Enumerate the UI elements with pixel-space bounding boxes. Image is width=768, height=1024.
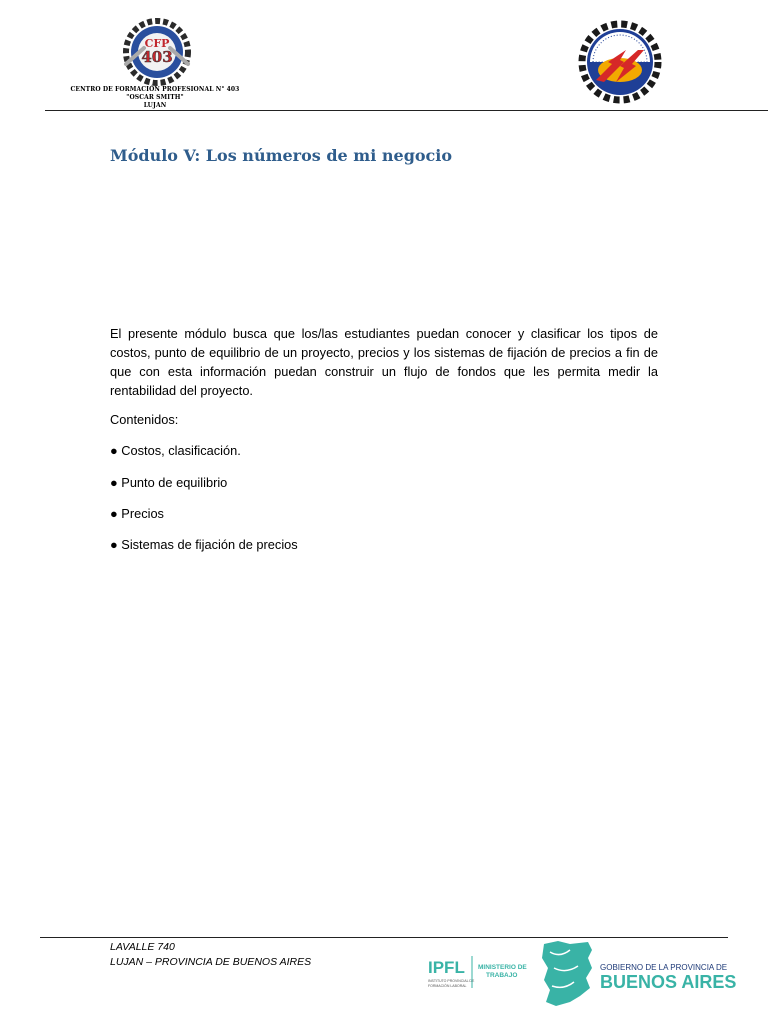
footer-address-city: LUJAN – PROVINCIA DE BUENOS AIRES: [110, 956, 312, 968]
contents-heading: Contenidos:: [110, 412, 179, 427]
cfp-403-logo: [118, 18, 196, 86]
footer-address: [110, 940, 311, 970]
ipfl-subtitle: FORMACIÓN LABORAL: [428, 984, 467, 988]
government-line: GOBIERNO DE LA PROVINCIA DE: [600, 963, 728, 972]
footer-institution-logos: [420, 938, 738, 1010]
ipfl-logo-text: IPFL: [428, 958, 465, 977]
ministry-text: TRABAJO: [486, 972, 518, 979]
cfp-caption-line: CENTRO DE FORMACIÓN PROFESIONAL N° 403: [70, 86, 240, 93]
cfp-logo-number: 403: [141, 48, 173, 66]
province-map-icon: [542, 941, 592, 1006]
cfp-caption-line: LUJAN: [143, 102, 167, 109]
intro-paragraph: El presente módulo busca que los/las estudiantes puedan conocer y clasificar los tipos de costos, punto de equilibrio de un proyecto, precios y los sistemas de fijación de precios a fin de que con esta información puedan construir un flujo de fondos que les permita medir la rentabilidad del proyecto.: [110, 326, 658, 398]
contents-bullet-item: ● Sistemas de fijación de precios: [110, 537, 298, 552]
cfp-logo-text: CFP: [144, 37, 170, 50]
module-title: Módulo V: Los números de mi negocio: [110, 146, 453, 165]
footer-address-street: LAVALLE 740: [110, 941, 175, 953]
ipfl-subtitle: INSTITUTO PROVINCIAL DE: [428, 979, 475, 983]
contents-bullet-item: ● Costos, clasificación.: [110, 443, 241, 458]
header-divider: [45, 110, 768, 111]
ministry-text: MINISTERIO DE: [478, 964, 527, 971]
contents-bullet-item: ● Punto de equilibrio: [110, 475, 228, 490]
cfp-caption-line: "OSCAR SMITH": [126, 94, 184, 101]
contents-bullet-item: ● Precios: [110, 506, 164, 521]
union-gear-logo: [576, 20, 664, 104]
cfp-caption: [60, 86, 250, 110]
province-name: BUENOS AIRES: [600, 972, 737, 992]
